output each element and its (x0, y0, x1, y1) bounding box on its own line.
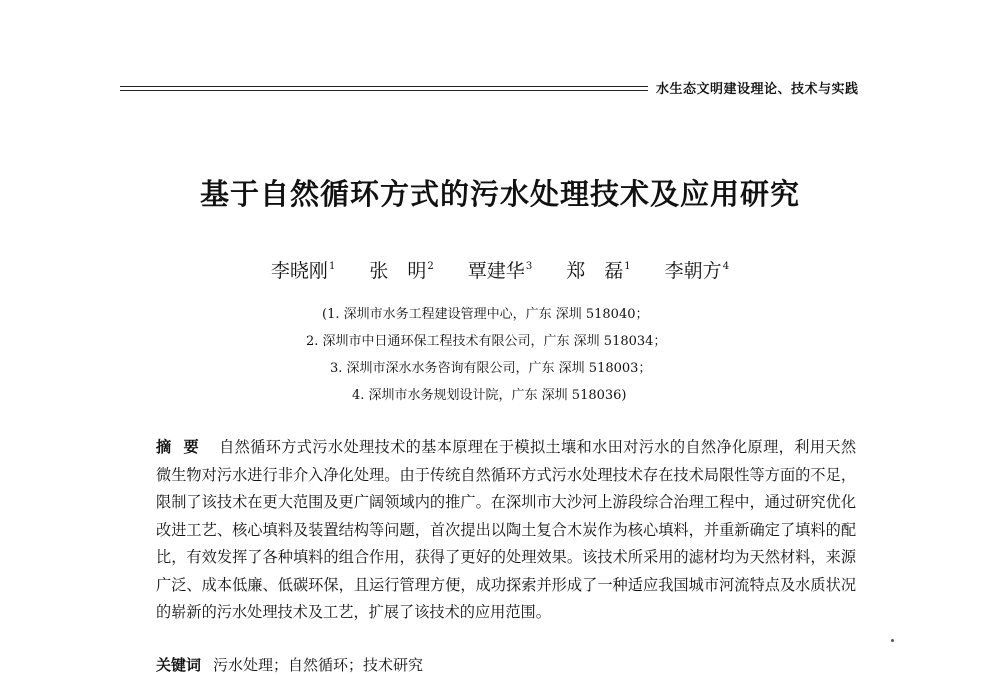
abstract (156, 434, 856, 627)
affiliation-line: 4. 深圳市水务规划设计院，广东 深圳 518036) (352, 388, 627, 403)
keywords-label: 关键词 (156, 656, 202, 674)
affiliation-line: 2. 深圳市中日通环保工程技术有限公司，广东 深圳 518034； (306, 334, 667, 349)
abstract-label: 摘要 (156, 438, 212, 456)
affiliation-line: 3. 深圳市深水水务咨询有限公司，广东 深圳 518003； (330, 361, 652, 376)
author: 李朝方$^4$ (664, 260, 730, 282)
author: 郑 磊$^1$ (566, 260, 631, 282)
author: 覃建华$^3$ (467, 260, 533, 282)
author-list (0, 256, 1000, 283)
scan-speck (891, 639, 894, 642)
author: 张 明$^2$ (369, 260, 434, 282)
affiliation-line: (1. 深圳市水务工程建设管理中心，广东 深圳 518040； (322, 307, 649, 322)
author: 李晓刚$^1$ (270, 260, 336, 282)
abstract-text: 自然循环方式污水处理技术的基本原理在于模拟土壤和水田对污水的自然净化原理，利用天然微生物对污水进行非介入净化处理。由于传统自然循环方式污水处理技术存在技术局限性等方面的不足，限制了该技术在更大范围及更广阔领域内的推广。在深圳市大沙河上游段综合治理工程中，通过研究优化改进工艺、核心填料及装置结构等问题，首次提出以陶土复合木炭作为核心填料，并重新确定了填料的配比，有效发挥了各种填料的组合作用，获得了更好的处理效果。该技术所采用的滤材均为天然材料，来源广泛、成本低廉、低碳环保，且运行管理方便，成功探索并形成了一种适应我国城市河流特点及水质状况的崭新的污水处理技术及工艺，扩展了该技术的应用范围。 (156, 438, 857, 621)
paper-title: 基于自然循环方式的污水处理技术及应用研究 (199, 177, 800, 211)
keywords (156, 654, 423, 675)
keywords-text: 污水处理；自然循环；技术研究 (213, 656, 424, 674)
journal-title: 水生态文明建设理论、技术与实践 (656, 82, 859, 97)
header-rule (120, 86, 648, 93)
